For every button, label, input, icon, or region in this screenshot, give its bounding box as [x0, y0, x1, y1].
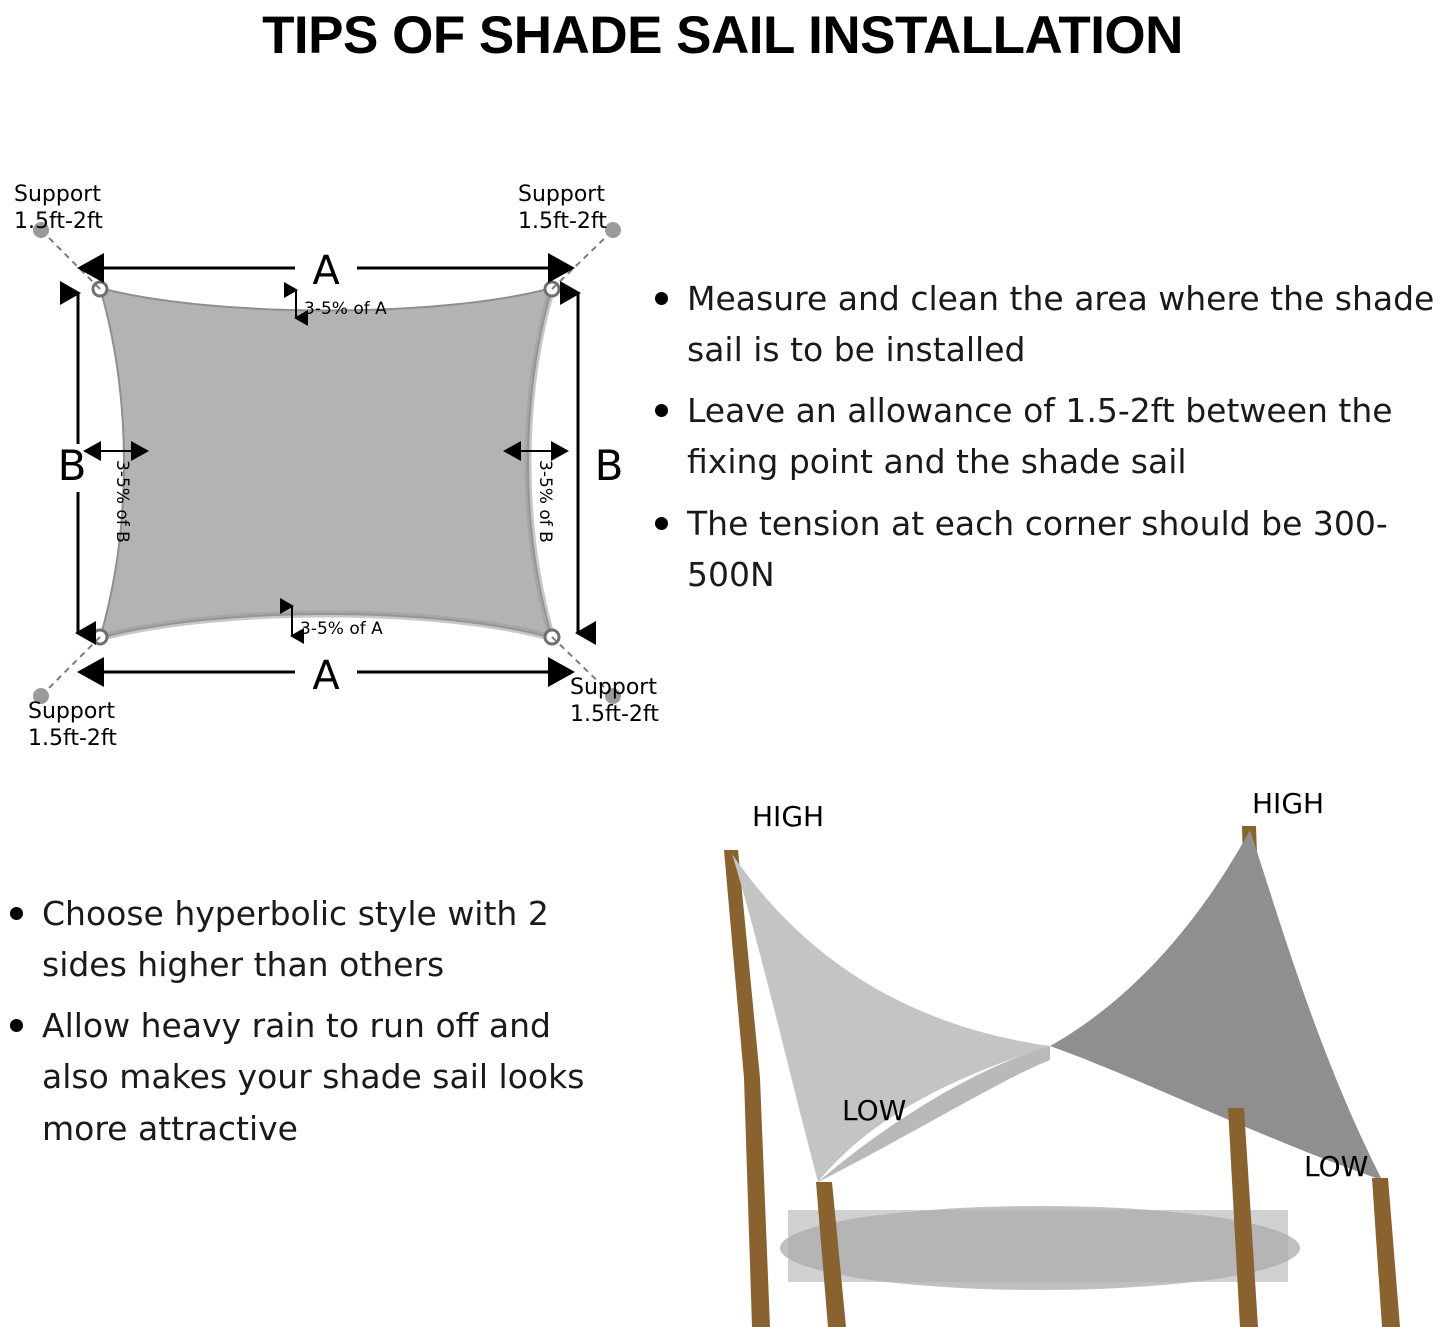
- support-label-bottom-left-line2: 1.5ft-2ft: [28, 726, 117, 748]
- support-label-bottom-left-line1: Support: [28, 699, 115, 724]
- sail-shape: [100, 288, 552, 638]
- label-low-right: LOW: [1304, 1150, 1369, 1183]
- bottom-section: [0, 778, 1445, 1327]
- sail-lobe-dark: [1050, 830, 1382, 1180]
- support-dot-top-right: [605, 222, 621, 238]
- top-bullet-list: [645, 273, 1445, 610]
- label-high-left: HIGH: [752, 800, 825, 833]
- curve-depth-label-right: 3-5% of B: [535, 460, 555, 543]
- page-title: TIPS OF SHADE SAIL INSTALLATION: [262, 6, 1183, 65]
- support-label-top-left-line2: 1.5ft-2ft: [14, 209, 103, 234]
- dimension-label-bottom-a: A: [312, 653, 340, 699]
- support-label-top-right-line1: Support: [518, 182, 605, 207]
- support-line-top-left: [46, 235, 100, 289]
- post-mid-left: [744, 1078, 770, 1327]
- dimension-label-left-b: B: [57, 441, 87, 490]
- bullet-item: The tension at each corner should be 300-500N: [645, 498, 1445, 600]
- label-low-left: LOW: [842, 1094, 907, 1127]
- bullet-item: Leave an allowance of 1.5-2ft between the fixing point and the shade sail: [645, 385, 1445, 487]
- ground-shadow-rect: [788, 1210, 1288, 1282]
- top-section: [0, 148, 1445, 768]
- curve-depth-label-top: 3-5% of A: [304, 299, 387, 319]
- curve-depth-label-left: 3-5% of B: [112, 460, 132, 543]
- support-label-bottom-right-line2: 1.5ft-2ft: [570, 702, 659, 727]
- hyperbolic-sail-diagram: [620, 778, 1445, 1327]
- bullet-item: Measure and clean the area where the shade sail is to be installed: [645, 273, 1445, 375]
- dimension-label-top-a: A: [312, 248, 340, 294]
- support-label-bottom-right-line1: Support: [570, 675, 657, 700]
- rectangular-sail-diagram: [0, 148, 660, 748]
- dimension-label-right-b: B: [594, 441, 624, 490]
- curve-depth-label-bottom: 3-5% of A: [300, 619, 383, 639]
- label-high-right: HIGH: [1252, 787, 1325, 820]
- bullet-item: Allow heavy rain to run off and also makes your shade sail looks more attractive: [0, 1000, 620, 1153]
- post-low-right: [1372, 1178, 1400, 1327]
- support-line-top-right: [552, 235, 608, 289]
- support-line-bottom-left: [46, 637, 100, 691]
- support-label-top-left-line1: Support: [14, 182, 101, 207]
- bottom-bullet-list: [0, 888, 620, 1164]
- bullet-item: Choose hyperbolic style with 2 sides higher than others: [0, 888, 620, 990]
- support-label-top-right-line2: 1.5ft-2ft: [518, 209, 607, 234]
